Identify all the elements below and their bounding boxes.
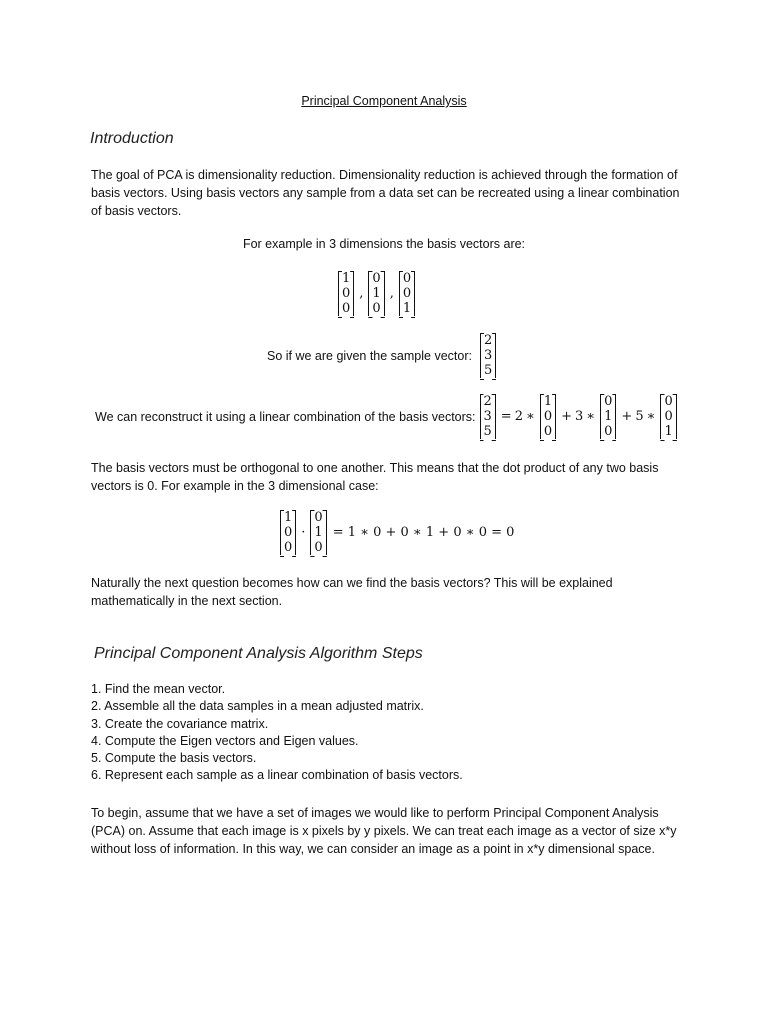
- basis-vector-1: 1 0 0: [338, 271, 354, 316]
- dot-product-equation: 1 0 0 · 0 1 0 = 1 ∗ 0 + 0 ∗ 1 + 0 ∗ 0 = 0: [278, 510, 514, 555]
- step-item: 6. Represent each sample as a linear combination of basis vectors.: [91, 768, 463, 783]
- steps-list: [91, 681, 463, 785]
- orthogonal-paragraph: The basis vectors must be orthogonal to one another. This means that the dot product of any two basis vectors is 0. For example in the 3 dimensional case:: [91, 461, 659, 493]
- step-item: 3. Create the covariance matrix.: [91, 716, 269, 731]
- intro-heading: Introduction: [90, 130, 174, 147]
- intro-paragraph: The goal of PCA is dimensionality reduction. Dimensionality reduction is achieved through the formation of basis vectors. Using basis vectors any sample from a data set can be recreated using a linear combination of basis vectors.: [91, 168, 680, 218]
- sample-vector: 2 3 5: [480, 333, 496, 378]
- sample-vector-lhs: 2 3 5: [480, 394, 496, 439]
- dot-vector-2: 0 1 0: [310, 510, 326, 555]
- reconstruct-label: We can reconstruct it using a linear combination of the basis vectors:: [95, 409, 476, 424]
- basis-term-1: 1 0 0: [540, 394, 556, 439]
- basis-vectors-row: 1 0 0 , 0 1 0 , 0 0 1: [336, 271, 417, 316]
- dot-vector-1: 1 0 0: [280, 510, 296, 555]
- step-item: 4. Compute the Eigen vectors and Eigen values.: [91, 733, 359, 748]
- begin-paragraph: To begin, assume that we have a set of images we would like to perform Principal Component Analysis (PCA) on. Assume that each image is x pixels by y pixels. We can treat each image as a vector of size x*y without loss of information. In this way, we can consider an image as a point in x*y dimensional space.: [91, 806, 677, 856]
- sample-vector-line: [267, 333, 498, 378]
- basis-vector-2: 0 1 0: [368, 271, 384, 316]
- basis-vector-3: 0 0 1: [399, 271, 415, 316]
- step-item: 5. Compute the basis vectors.: [91, 751, 257, 766]
- step-item: 1. Find the mean vector.: [91, 682, 226, 696]
- sample-vector-label: So if we are given the sample vector:: [267, 348, 472, 363]
- step-item: 2. Assemble all the data samples in a mean adjusted matrix.: [91, 699, 424, 714]
- document-title: Principal Component Analysis: [301, 94, 467, 108]
- question-paragraph: Naturally the next question becomes how can we find the basis vectors? This will be explained mathematically in the next section.: [91, 576, 613, 608]
- basis-term-3: 0 0 1: [660, 394, 676, 439]
- example-line: For example in 3 dimensions the basis vectors are:: [242, 237, 526, 251]
- reconstruction-equation: We can reconstruct it using a linear combination of the basis vectors: 2 3 5 = 2 ∗ 1 0 0 + 3 ∗ 0 1 0 + 5 ∗ 0 0 1: [95, 394, 679, 439]
- dot-product-result: = 1 ∗ 0 + 0 ∗ 1 + 0 ∗ 0 = 0: [332, 525, 515, 540]
- basis-term-2: 0 1 0: [600, 394, 616, 439]
- steps-heading: Principal Component Analysis Algorithm Steps: [94, 645, 423, 662]
